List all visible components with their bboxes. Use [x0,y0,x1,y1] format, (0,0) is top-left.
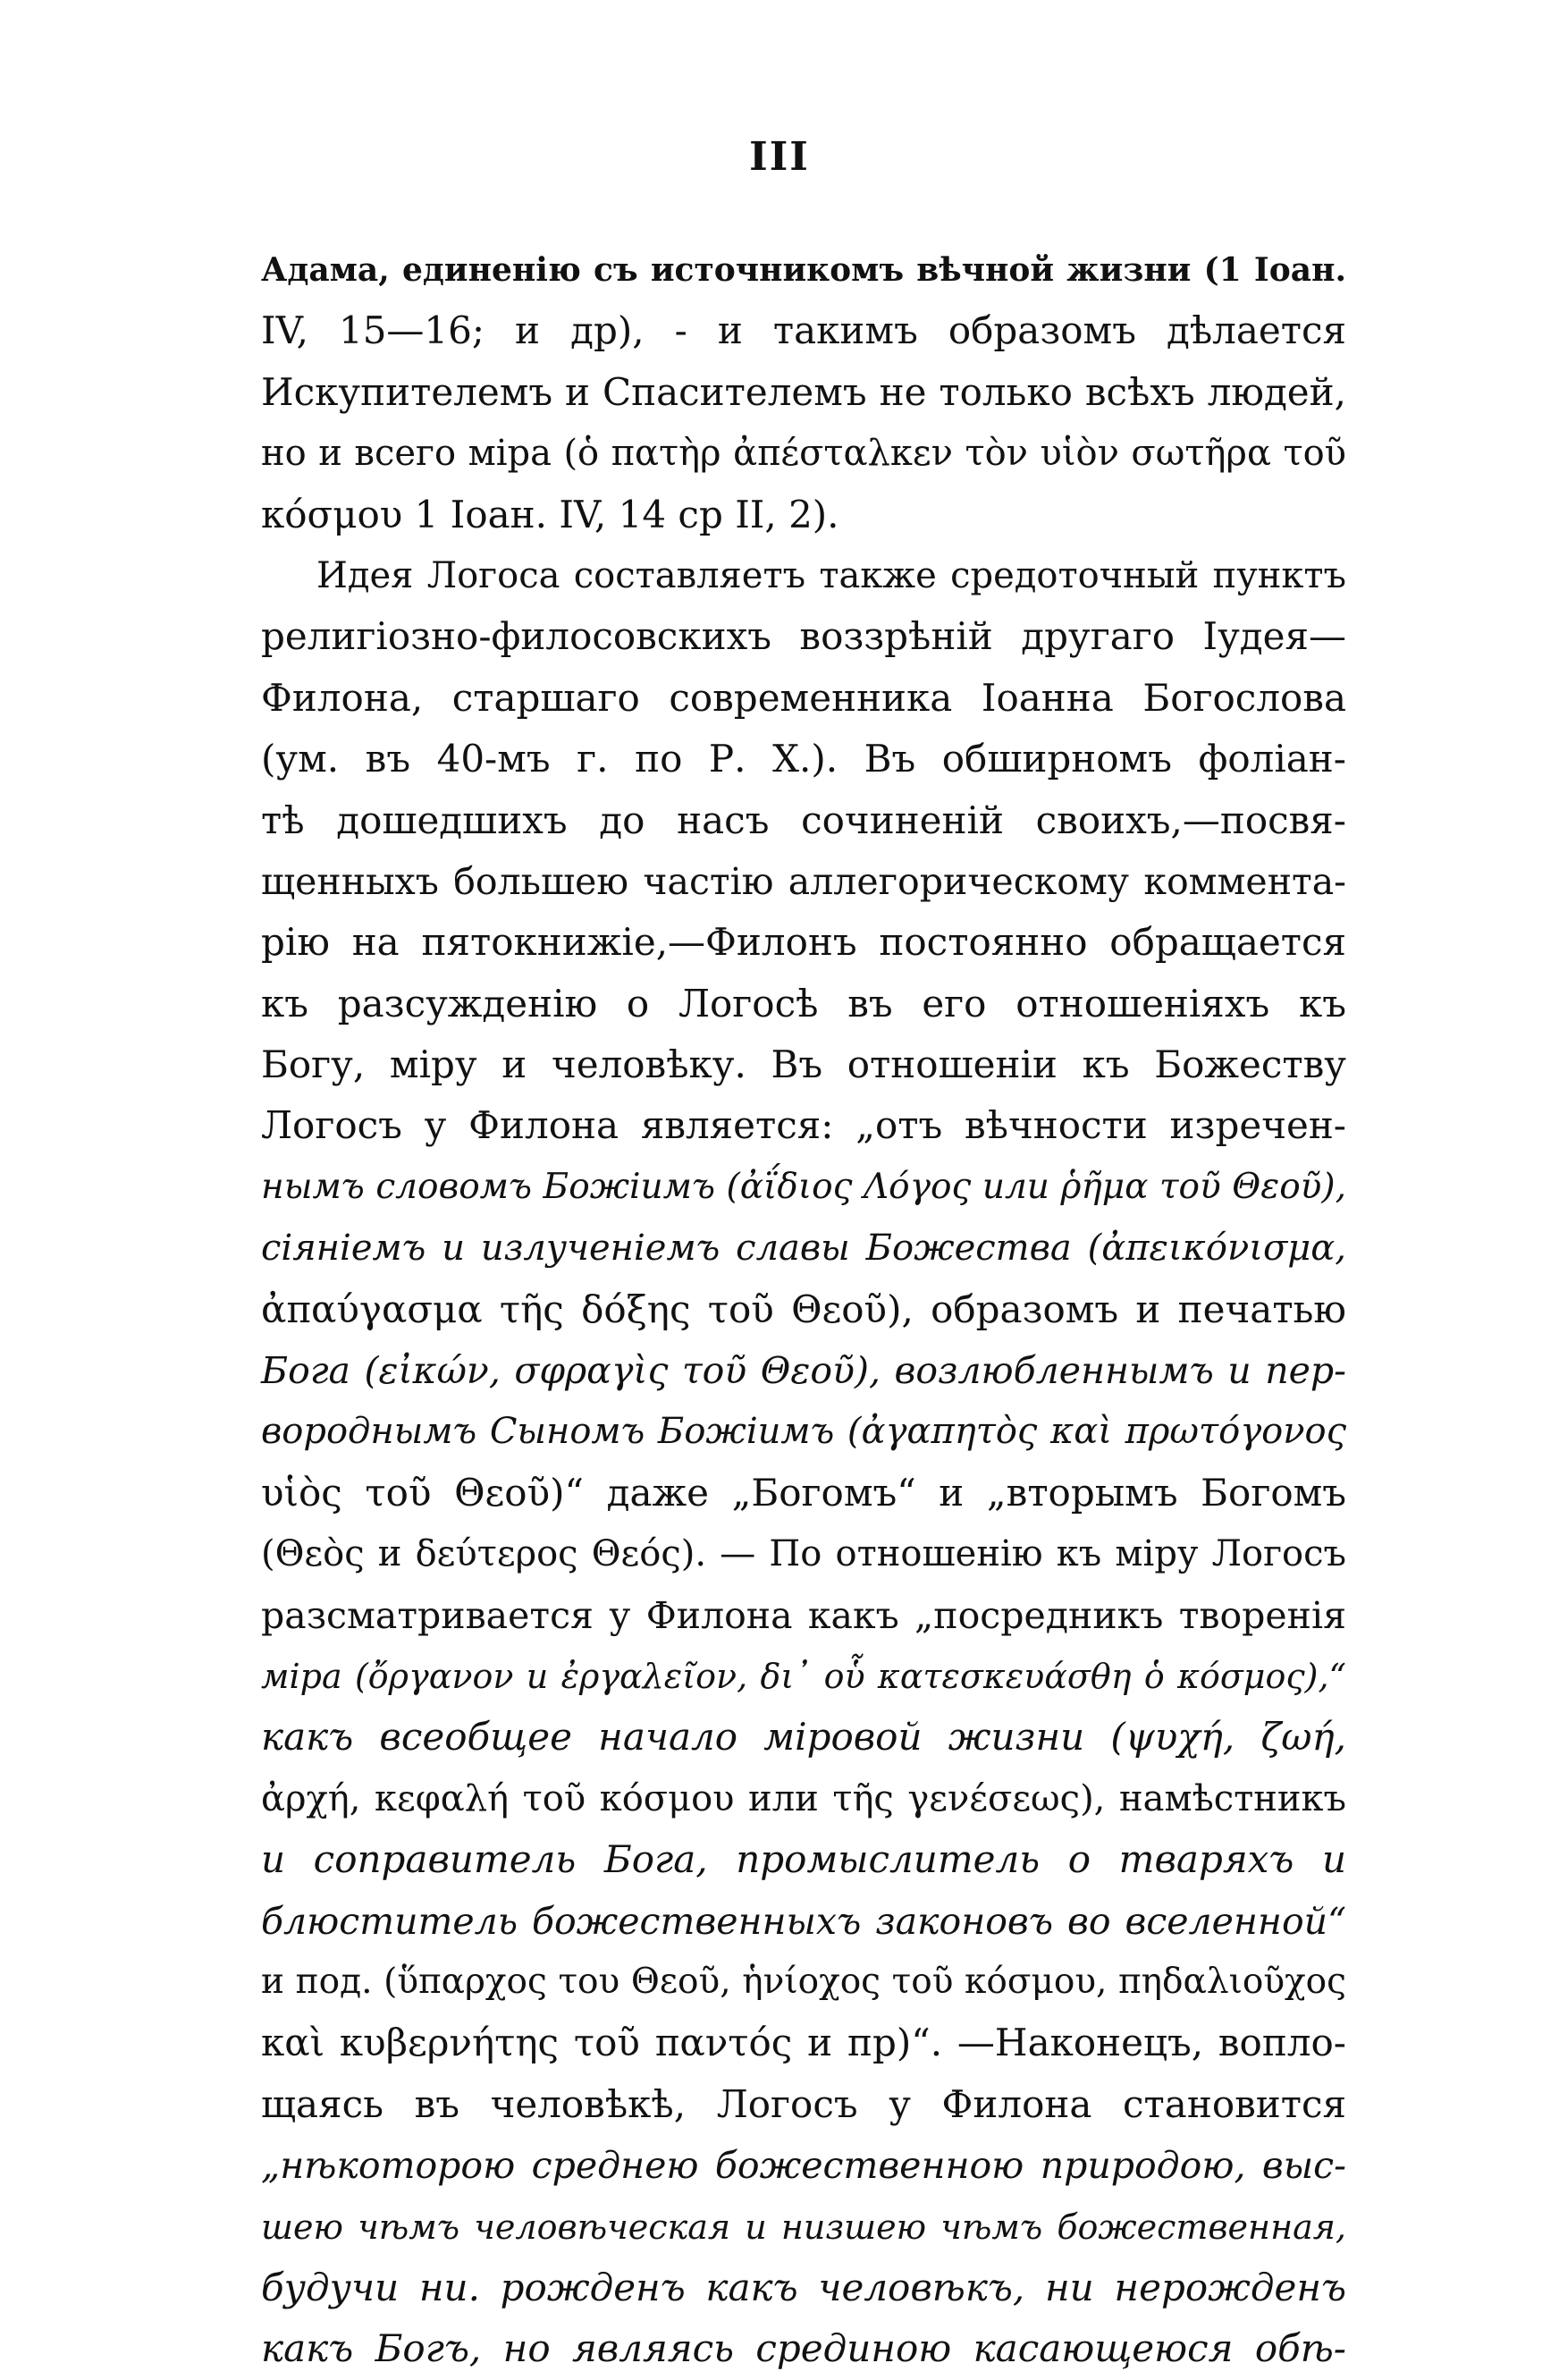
text-line: щенныхъ большею частію аллегорическому коммента- [261,859,1346,903]
text-line: нымъ словомъ Божіимъ (ἀΐδιος Λόγος или ῥῆμα τοῦ Θεοῦ), [261,1166,1346,1207]
body-text [261,240,1346,2380]
page-number: III [749,134,810,180]
text-line: блюститель божественныхъ законовъ во вселенной“ [261,1899,1346,1943]
text-line: вороднымъ Сыномъ Божіимъ (ἀγαπητὸς καὶ πρωτόγονος [261,1411,1346,1453]
text-line: какъ всеобщее начало міровой жизни (ψυχή, ζωή, [261,1715,1346,1760]
text-line: Искупителемъ и Спасителемъ не только всѣхъ людей, [261,369,1346,414]
text-line: будучи ни. рожденъ какъ человѣкъ, ни нерожденъ [261,2265,1346,2309]
text-line: υἱὸς τοῦ Θεοῦ)“ даже „Богомъ“ и „вторымъ Богомъ [261,1470,1346,1515]
text-line: но и всего міра (ὁ πατὴρ ἀπέσταλκεν τὸν υἱὸν σωτῆρα τοῦ [261,433,1346,475]
text-line: міра (ὄργανον и ἐργαλεῖον, δι᾽ οὗ κατεσκευάσθη ὁ κόσμος),“ [261,1656,1346,1696]
text-line: и под. (ὕπαρχος του Θεοῦ, ἡνίοχος τοῦ κόσμου, πηδαλιοῦχος [261,1961,1346,2002]
text-line: Богу, міру и человѣку. Въ отношеніи къ Божеству [261,1042,1346,1087]
text-line: щаясь въ человѣкѣ, Логосъ у Филона становится [261,2081,1346,2126]
text-line: (Θεὸς и δεύτερος Θεός). — По отношенію къ міру Логосъ [261,1533,1346,1575]
text-line: шею чѣмъ человѣческая и низшею чѣмъ божественная, [261,2207,1346,2247]
text-line: IV, 15—16; и др), - и такимъ образомъ дѣлается [261,308,1346,353]
text-line: сіяніемъ и излученіемъ славы Божества (ἀπεικόνισμα, [261,1228,1346,1270]
text-line: рію на пятокнижіе,—Филонъ постоянно обращается [261,920,1346,965]
text-line: тѣ дошедшихъ до насъ сочиненій своихъ,—посвя- [261,798,1346,842]
text-line: Адама, единенію съ источникомъ вѣчной жизни (1 Іоан. [261,251,1346,289]
text-line: разсматривается у Филона какъ „посредникъ творенія [261,1593,1346,1637]
text-line: Бога (εἰκών, σφραγὶς τοῦ Θεοῦ), возлюбленнымъ и пер- [261,1349,1346,1393]
text-line: κόσμου 1 Іоан. IV, 14 ср II, 2). [261,492,839,536]
text-line: καὶ κυβερνήτης τοῦ παντός и пр)“. —Наконецъ, вопло- [261,2021,1346,2065]
text-line: къ разсужденію о Логосѣ въ его отношеніяхъ къ [261,981,1346,1025]
text-line: „нѣкоторою среднею божественною природою, выс- [261,2144,1346,2188]
text-line: какъ Богъ, но являясь срединою касающеюся обѣ- [261,2326,1346,2371]
text-line: Логосъ у Филона является: „отъ вѣчности изречен- [261,1103,1346,1148]
text-line: ἀπαύγασμα τῆς δόξης τοῦ Θεοῦ), образомъ и печатью [261,1287,1346,1331]
text-line: религіозно-филосовскихъ воззрѣній другаго Іудея— [261,614,1346,659]
text-line: Идея Логоса составляетъ также средоточный пунктъ [316,554,1346,596]
text-line: ἀρχή, κεφαλή τοῦ κόσμου или τῆς γενέσεως), намѣстникъ [261,1777,1346,1819]
text-line: (ум. въ 40-мъ г. по Р. Х.). Въ обширномъ фоліан- [261,737,1346,781]
text-line: Филона, старшаго современника Іоанна Богослова [261,675,1346,720]
text-line: и соправитель Бога, промыслитель о тваряхъ и [261,1837,1346,1882]
